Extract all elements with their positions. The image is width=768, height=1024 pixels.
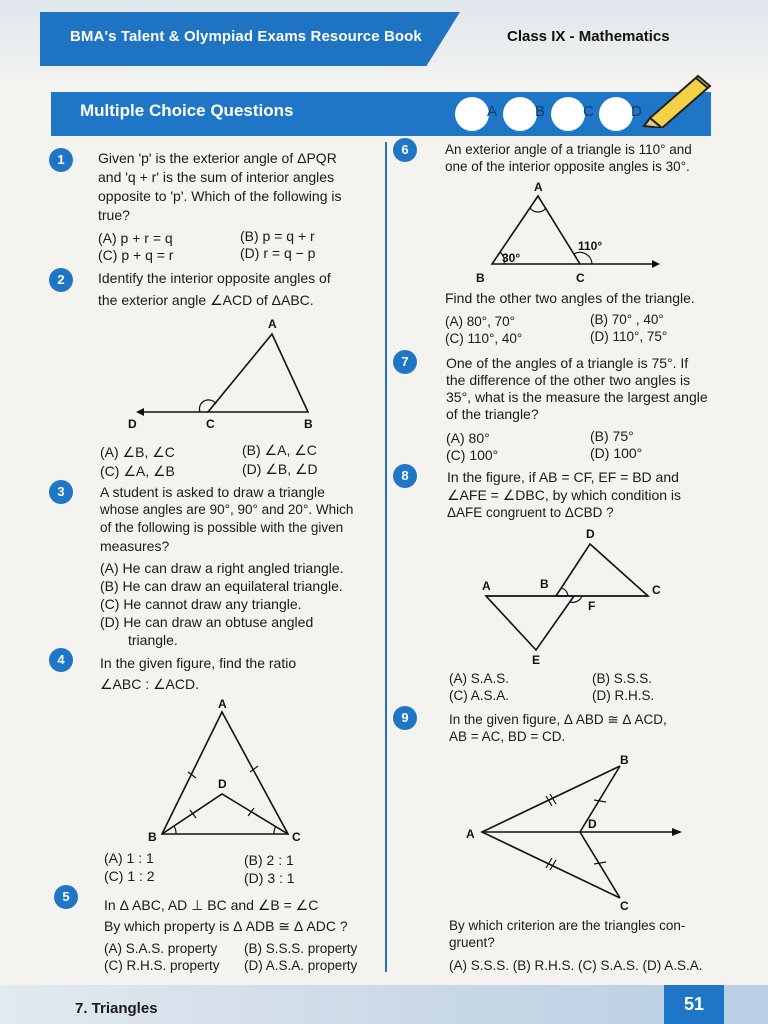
q4-option-b: (B) 2 : 1 [244,852,294,868]
q2-label-d: D [128,417,137,431]
q2-label-a: A [268,317,277,331]
q1-text-line: Given 'p' is the exterior angle of ΔPQR [98,150,337,166]
q6-label-c: C [576,271,585,285]
q6-label-a: A [534,180,543,194]
q3-text-line: of the following is possible with the given [100,520,344,535]
q3-option-d-cont: triangle. [128,632,178,648]
question-number-4: 4 [49,648,73,672]
question-number-7: 7 [393,350,417,374]
q7-text-line: 35°, what is the measure the largest angle [446,389,708,405]
q2-triangle-figure [120,314,340,434]
q4-label-d: D [218,777,227,791]
q8-option-b: (B) S.S.S. [592,671,653,686]
q9-label-c: C [620,899,629,913]
q9-label-b: B [620,753,629,767]
question-number-3: 3 [49,480,73,504]
q1-option-c: (C) p + q = r [98,247,174,263]
q6-option-a: (A) 80°, 70° [445,314,516,329]
q9-text-after: gruent? [449,935,495,950]
class-subject: Class IX - Mathematics [507,28,670,45]
q1-text-line: true? [98,207,130,223]
q9-text-after: By which criterion are the triangles con- [449,918,686,933]
q4-text-line: ∠ABC : ∠ACD. [100,676,200,692]
question-number-2: 2 [49,268,73,292]
q4-option-a: (A) 1 : 1 [104,850,154,866]
page-number: 51 [664,985,724,1024]
answer-bubble-d: D [599,97,633,131]
book-title: BMA's Talent & Olympiad Exams Resource Book [70,28,422,45]
q1-option-d: (D) r = q − p [240,245,316,261]
answer-bubble-c: C [551,97,585,131]
q2-option-d: (D) ∠B, ∠D [242,461,318,477]
q3-option-d: (D) He can draw an obtuse angled [100,614,314,630]
q4-option-d: (D) 3 : 1 [244,870,295,886]
q7-option-c: (C) 100° [446,447,499,463]
q6-option-d: (D) 110°, 75° [590,329,668,344]
section-title: Multiple Choice Questions [80,101,294,120]
q2-label-c: C [206,417,215,431]
q6-angle-ext: 110° [578,239,603,253]
q3-option-c: (C) He cannot draw any triangle. [100,596,302,612]
question-number-8: 8 [393,464,417,488]
q3-option-b: (B) He can draw an equilateral triangle. [100,578,343,594]
q7-text-line: One of the angles of a triangle is 75°. If [446,355,689,371]
question-number-5: 5 [54,885,78,909]
q8-label-b: B [540,577,549,591]
q8-label-e: E [532,653,541,667]
q9-label-a: A [466,827,475,841]
q8-option-c: (C) A.S.A. [449,688,510,703]
q8-text-line: In the figure, if AB = CF, EF = BD and [447,469,679,485]
q6-option-b: (B) 70° , 40° [590,312,664,327]
q4-option-c: (C) 1 : 2 [104,868,155,884]
q8-text-line: ΔAFE congruent to ΔCBD ? [447,505,614,520]
q8-option-a: (A) S.A.S. [449,671,510,686]
q7-option-b: (B) 75° [590,428,634,444]
q2-label-b: B [304,417,313,431]
q9-text-line: In the given figure, Δ ABD ≅ Δ ACD, [449,712,667,727]
q3-text-line: whose angles are 90°, 90° and 20°. Which [100,502,354,517]
q8-label-a: A [482,579,491,593]
q6-text-line: one of the interior opposite angles is 30°. [445,159,690,174]
column-divider [385,142,387,972]
q5-option-c: (C) R.H.S. property [104,958,220,973]
q9-text-line: AB = AC, BD = CD. [449,729,566,744]
answer-bubble-a: A [455,97,489,131]
q8-text-line: ∠AFE = ∠DBC, by which condition is [447,487,682,503]
q7-option-d: (D) 100° [590,445,643,461]
q1-text-line: opposite to 'p'. Which of the following is [98,188,342,204]
q4-label-b: B [148,830,157,844]
q1-option-a: (A) p + r = q [98,230,173,246]
answer-bubble-b: B [503,97,537,131]
q5-text-line: By which property is Δ ADB ≅ Δ ADC ? [104,918,348,934]
q6-label-b: B [476,271,485,285]
q5-option-a: (A) S.A.S. property [104,941,218,956]
q7-text-line: of the triangle? [446,406,539,422]
q5-option-b: (B) S.S.S. property [244,941,358,956]
q2-text-line: the exterior angle ∠ACD of ΔABC. [98,292,314,308]
chapter-title: 7. Triangles [75,1000,158,1017]
q4-label-c: C [292,830,301,844]
q4-label-a: A [218,697,227,711]
q3-text-line: A student is asked to draw a triangle [100,484,325,500]
q6-angle-b: 30° [502,251,521,265]
q3-text-line: measures? [100,538,170,554]
q2-option-b: (B) ∠A, ∠C [242,442,317,458]
question-number-1: 1 [49,148,73,172]
q8-label-c: C [652,583,661,597]
q8-triangles-figure [470,524,670,670]
q3-option-a: (A) He can draw a right angled triangle. [100,560,344,576]
q2-option-a: (A) ∠B, ∠C [100,444,175,460]
q6-text-after: Find the other two angles of the triangle. [445,290,695,306]
q8-label-f: F [588,599,596,613]
q6-option-c: (C) 110°, 40° [445,331,523,346]
q8-label-d: D [586,527,595,541]
q6-triangle-figure [470,178,670,288]
q2-option-c: (C) ∠A, ∠B [100,463,175,479]
q8-option-d: (D) R.H.S. [592,688,655,703]
q5-text-line: In Δ ABC, AD ⊥ BC and ∠B = ∠C [104,897,319,913]
q6-text-line: An exterior angle of a triangle is 110° and [445,142,692,157]
q5-option-d: (D) A.S.A. property [244,958,358,973]
q4-text-line: In the given figure, find the ratio [100,655,297,671]
q9-options: (A) S.S.S. (B) R.H.S. (C) S.A.S. (D) A.S.A. [449,958,703,973]
q2-text-line: Identify the interior opposite angles of [98,270,331,286]
q4-triangle-figure [140,696,310,846]
q9-kite-figure [460,752,690,912]
q1-option-b: (B) p = q + r [240,228,315,244]
q1-text-line: and 'q + r' is the sum of interior angles [98,169,335,185]
pencil-icon [640,68,720,128]
question-number-6: 6 [393,138,417,162]
q9-label-d: D [588,817,597,831]
q7-text-line: the difference of the other two angles is [446,372,691,388]
q7-option-a: (A) 80° [446,430,490,446]
question-number-9: 9 [393,706,417,730]
